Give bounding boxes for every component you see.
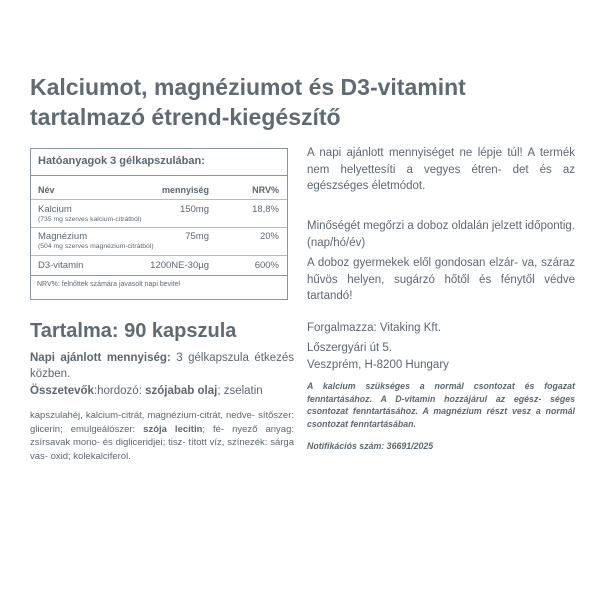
table-divider [31,255,287,256]
column-header-nrv: NRV% [252,185,279,195]
health-claims: A kalcium szükséges a normál csontozat és fogazat fenntartásához. A D-vitamin hozzájárul az egész- séges csontozat fenntartásához. A magnézium részt vesz a normál csontozat fenntartásában. [307,381,575,429]
table-divider [31,199,287,200]
row-name-d3: D3-vitamin [38,260,84,271]
row-amount-calcium: 150mg [179,204,209,215]
product-title [30,72,575,132]
storage-text-2: A doboz gyermekek elől gondosan elzár- va, száraz hűvös helyen, sugárzó hőtől és fénytől védve tartandó! [307,257,575,302]
address-line-2: Veszprém, H-8200 Hungary [307,359,449,371]
row-amount-d3: 1200NE-30µg [150,260,209,271]
ingredients-after: ; zselatin [217,385,263,397]
product-title-line2: tartalmazó étrend-kiegészítő [30,104,341,130]
table-divider [31,175,287,176]
daily-dose [30,350,294,382]
row-nrv-calcium: 18,8% [252,204,279,215]
ingredients-header [30,383,294,399]
row-nrv-d3: 600% [254,260,279,271]
content-title: Tartalma: 90 kapszula [30,320,237,342]
daily-dose-text: 3 gélkapszula étkezés közben. [30,352,295,380]
table-heading: Hatóanyagok 3 gélkapszulában: [38,155,205,167]
warning-text: A napi ajánlott mennyiséget ne lépje túl! A termék nem helyettesíti a vegyes étren- det és az egészséges életmódot. [307,147,575,192]
notification-number: Notifikációs szám: 36691/2025 [307,441,434,451]
allergen-soybean-oil: szójabab olaj [145,385,218,397]
ingredients-body: kapszulahéj, kalcium-citrát, magnézium-citrát, nedve- sítőszer: glicerin; emulgeálószer: [30,410,294,435]
storage-text-1: Minőségét megőrzi a doboz oldalán jelzett időpontig. (nap/hó/év) [307,220,575,249]
ingredients-label: Összetevők [30,385,94,397]
row-name-calcium: Kalcium [38,204,72,215]
row-nrv-magnesium: 20% [259,231,279,242]
table-footnote: NRV%: felnőttek számára javasolt napi bevitel [37,281,181,288]
ingredients-intro: :hordozó: [93,385,146,397]
product-title-line1: Kalciumot, magnéziumot és D3-vitamint [30,74,466,100]
row-name-magnesium: Magnézium [38,231,88,242]
ingredients-tail: ; fé- nyező anyag: zsírsavak mono- és digliceridjei; tisz- tított víz, színezék: sárga vas- oxid; kolekalciferol. [30,423,294,462]
ingredients-list [30,409,294,463]
table-divider [31,227,287,228]
distributor: Forgalmazza: Vitaking Kft. [307,322,442,334]
column-header-amount: mennyiség [161,185,209,195]
row-note-calcium: (735 mg szerves kalcium-citrátból) [38,216,142,223]
column-header-name: Név [38,185,55,195]
row-note-magnesium: (504 mg szerves magnézium-citrátból) [38,243,154,250]
allergen-soy-lecithin: szója lecitin [143,423,203,435]
nutrition-table [30,148,288,300]
row-amount-magnesium: 75mg [185,231,209,242]
address-line-1: Lőszergyári út 5. [307,342,393,354]
table-divider [31,275,287,276]
daily-dose-label: Napi ajánlott mennyiség: [30,352,171,364]
